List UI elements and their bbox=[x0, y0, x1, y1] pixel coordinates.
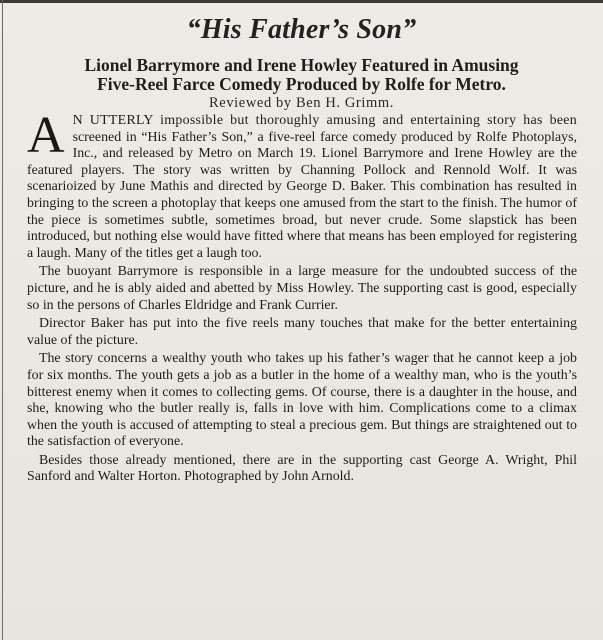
drop-cap: A bbox=[27, 107, 65, 164]
paragraph-3: Director Baker has put into the five reels many touches that make for the better entertaining value of the picture. bbox=[27, 316, 577, 348]
subtitle-line-1: Lionel Barrymore and Irene Howley Featured in Amusing bbox=[84, 55, 519, 75]
paragraph-5: Besides those already mentioned, there are in the supporting cast George A. Wright, Phil Sanford and Walter Horton. Photographed by John Arnold. bbox=[27, 452, 577, 485]
subtitle-line-2: Five-Reel Farce Comedy Produced by Rolfe for Metro. bbox=[97, 74, 506, 94]
paragraph-4: The story concerns a wealthy youth who takes up his father’s wager that he cannot keep a job for six months. The youth gets a job as a butler in the home of a wealthy man, who is the youth’s bitterest enemy when it comes to collecting gems. Of course, there is a daughter in the house, and she, knowing who the butler really is, falls in love with him. Complications come to a climax when the youth is accused of attempting to steal a precious gem. But things are straightened out to the satisfaction of everyone. bbox=[27, 351, 577, 450]
paragraph-1 bbox=[27, 107, 577, 262]
article-subtitle bbox=[0, 56, 603, 94]
paragraph-2: The buoyant Barrymore is responsible in a large measure for the undoubted success of the picture, and he is ably aided and abetted by Miss Howley. The supporting cast is good, especially so in the persons of Charles Eldridge and Frank Currier. bbox=[27, 264, 577, 313]
article-byline: Reviewed by Ben H. Grimm. bbox=[209, 95, 394, 111]
paragraph-1-text: N UTTERLY impossible but thoroughly amusing and entertaining story has been screened in “His Father’s Son,” a five-reel farce comedy produced by Rolfe Photoplays, Inc., and released by Metro on March 19. Lionel Barrymore and Irene Howley are the featured players. The story was written by Channing Pollock and Rennold Wolf. It was scenarioized by June Mathis and directed by George D. Baker. This combination has resulted in bringing to the screen a photoplay that keeps one amused from the start to the finish. The humor of the piece is sometimes subtle, sometimes broad, but never crude. Some slapstick has been introduced, but nothing else would have fitted where that means has been employed for registering a laugh. Many of the titles get a laugh too. bbox=[27, 113, 577, 261]
article-body bbox=[27, 107, 577, 488]
article-title: “His Father’s Son” bbox=[186, 14, 417, 45]
top-rule bbox=[0, 0, 603, 3]
